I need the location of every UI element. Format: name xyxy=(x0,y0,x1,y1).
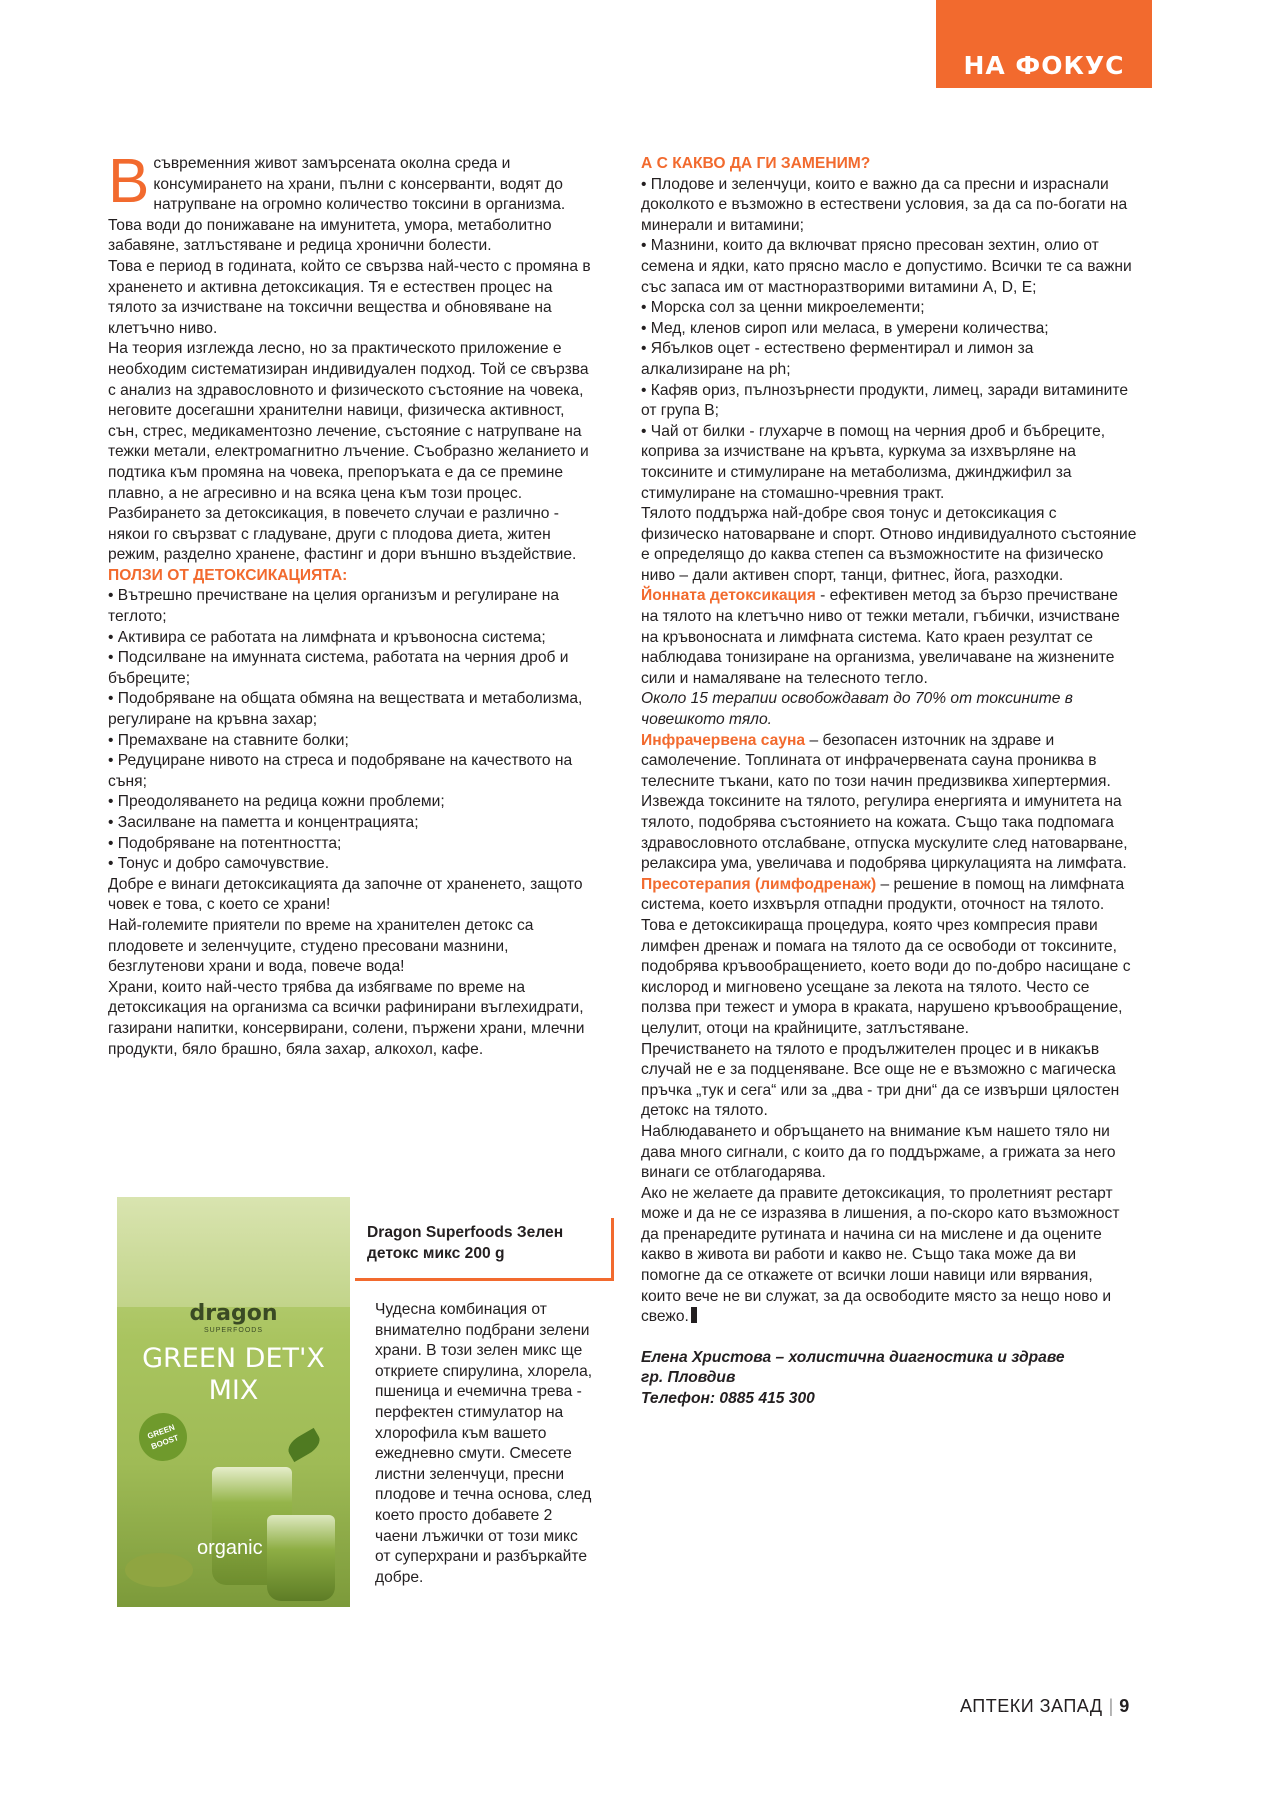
sauna-paragraph xyxy=(641,731,1137,875)
closing-paragraph xyxy=(641,1184,1137,1328)
list-item: • Редуциране нивото на стреса и подобряване на качеството на съня; xyxy=(108,751,598,792)
sauna-term: Инфрачервена сауна xyxy=(641,731,806,749)
list-item: • Ябълков оцет - естествено ферментирал и лимон за алкализиране на ph; xyxy=(641,339,1137,380)
paragraph: Разбирането за детоксикация, в повечето случаи е различно - някои го свързват с гладуване, други с плодова диета, житен режим, разделно хранене, фастинг и дори външно въздействие. xyxy=(108,505,577,564)
left-column xyxy=(108,147,598,1060)
list-item: • Тонус и добро самочувствие. xyxy=(108,854,598,875)
package-brand: dragon xyxy=(189,1301,278,1326)
publication-name: АПТЕКИ ЗАПАД xyxy=(960,1696,1103,1716)
package-top xyxy=(117,1197,350,1307)
dropcap: В xyxy=(108,147,150,216)
paragraph: Най-големите приятели по време на хранителен детокс са плодовете и зеленчуците, студено пресовани мазнини, безглутенови храни и вода, повече вода! xyxy=(108,916,534,976)
right-column xyxy=(641,154,1137,1410)
list-item: • Мед, кленов сироп или меласа, в умерени количества; xyxy=(641,319,1137,340)
closing-text: Ако не желаете да правите детоксикация, то пролетният рестарт може и да не се изразява в лишения, а по-скоро като възможност да пренаредите рутината и начина си на мислене и да оцените какво в живота ви работи и какво не. Също така може да ви помогне да се откажете от всички лоши навици или вярвания, които вече не ви служат, за да освободите място за нещо ново и свежо. xyxy=(641,1184,1120,1326)
author-name: Елена Христова – холистична диагностика и здраве xyxy=(641,1348,1065,1366)
author-city: гр. Пловдив xyxy=(641,1369,736,1387)
benefits-list xyxy=(108,586,598,874)
list-item: • Подобряване на общата обмяна на веществата и метаболизма, регулиране на кръвна захар; xyxy=(108,689,598,730)
replacements-list xyxy=(641,175,1137,505)
list-item: • Мазнини, които да включват прясно пресован зехтин, олио от семена и ядки, като прясно масло е допустимо. Всички те са важни със запаса им от мастноразтворими витамини А, D, E; xyxy=(641,236,1137,298)
list-item: • Преодоляването на редица кожни проблеми; xyxy=(108,792,598,813)
intro-text: съвременния живот замърсената околна среда и консумирането на храни, пълни с консерванти, водят до натрупване на огромно количество токсини в организма. Това води до понижаване на имунитета, умора, метаболитно забавяне, затлъстяване и редица хронични болести. xyxy=(108,155,566,255)
replace-heading: А С КАКВО ДА ГИ ЗАМЕНИМ? xyxy=(641,155,871,172)
list-item: • Премахване на ставните болки; xyxy=(108,731,598,752)
page-footer xyxy=(960,1696,1129,1717)
paragraph: Пречистването на тялото е продължителен процес и в никакъв случай не е за подценяване. Все още не е възможно с магическа пръчка „тук и сега“ или за „два - три дни“ да се извърши цялостен детокс на тялото. xyxy=(641,1040,1120,1120)
end-mark-icon xyxy=(691,1307,697,1323)
product-image xyxy=(117,1197,350,1607)
package-badge: GREEN BOOST xyxy=(132,1406,194,1468)
ion-paragraph xyxy=(641,586,1137,689)
package-title: GREEN DET'X MIX xyxy=(142,1343,325,1406)
author-phone: Телефон: 0885 415 300 xyxy=(641,1390,815,1408)
section-tab-label: НА ФОКУС xyxy=(963,51,1125,80)
list-item: • Кафяв ориз, пълнозърнести продукти, лимец, заради витамините от група В; xyxy=(641,381,1137,422)
ion-note: Около 15 терапии освобождават до 70% от токсините в човешкото тяло. xyxy=(641,690,1073,729)
powder-bowl-icon xyxy=(125,1553,193,1587)
list-item: • Вътрешно пречистване на целия организъм и регулиране на теглото; xyxy=(108,586,598,627)
package-organic-label: organic xyxy=(197,1537,263,1559)
product-caption-title: Dragon Superfoods Зелен детокс микс 200 g xyxy=(355,1218,614,1281)
paragraph: Наблюдаването и обръщането на внимание към нашето тяло ни дава много сигнали, с които да го поддържаме, а грижата за него винаги се отблагодарява. xyxy=(641,1122,1116,1182)
paragraph: Добре е винаги детоксикацията да започне от храненето, защото човек е това, с което се храни! xyxy=(108,875,583,914)
paragraph: На теория изглежда лесно, но за практическото приложение е необходим систематизиран индивидуален подход. Той се свързва с анализ на здравословното и физическото състояние на човека, неговите досегашни хранителни навици, физическа активност, сън, стрес, медикаментозно лечение, състояние с натрупване на тежки метали, електромагнитно лъчение. Съобразно желанието и подтика към промяна на човека, препоръката е да се премине плавно, а не агресивно и на всяка цена към този процес. xyxy=(108,340,589,502)
press-text: – решение в помощ на лимфната система, което изхвърля отпадни продукти, оточност на тялото. Това е детоксикираща процедура, която чрез компресия прави лимфен дренаж и помага на тялото да се освободи от токсините, подобрява кръвообращението, което води до по-добро насищане с кислород и мигновено усещане за лекота на тялото. Често се ползва при тежест и умора в краката, нарушено кръвообращение, целулит, отоци на крайниците, затлъстяване. xyxy=(641,875,1131,1037)
benefits-heading: ПОЛЗИ ОТ ДЕТОКСИКАЦИЯТА: xyxy=(108,566,348,584)
list-item: • Морска сол за ценни микроелементи; xyxy=(641,298,1137,319)
package-sub: SUPERFOODS xyxy=(203,1327,263,1334)
intro-paragraph xyxy=(108,147,598,257)
section-tab xyxy=(936,0,1152,88)
list-item: • Подобряване на потентността; xyxy=(108,834,598,855)
footer-divider: | xyxy=(1108,1696,1114,1716)
paragraph: Тялото поддържа най-добре своя тонус и детоксикация с физическо натоварване и спорт. Отново индивидуалното състояние е определящо до каква степен са възможностите на физическо ниво – дали активен спорт, танци, фитнес, йога, разходки. xyxy=(641,505,1137,584)
leaf-icon xyxy=(284,1428,323,1462)
list-item: • Плодове и зеленчуци, които е важно да са пресни и израснали доколкото е възможно в естествени условия, за да са по-богати на минерали и витамини; xyxy=(641,175,1137,237)
page-number: 9 xyxy=(1119,1696,1130,1716)
list-item: • Засилване на паметта и концентрацията; xyxy=(108,813,598,834)
list-item: • Подсилване на имунната система, работата на черния дроб и бъбреците; xyxy=(108,648,598,689)
ion-term: Йонната детоксикация xyxy=(641,587,816,605)
list-item: • Чай от билки - глухарче в помощ на черния дроб и бъбреците, коприва за изчистване на кръвта, куркума за изхвърляне на токсините и стимулиране на метаболизма, джинджифил за стимулиране на стомашно-чревния тракт. xyxy=(641,422,1137,504)
smoothie-glass-icon xyxy=(267,1515,335,1601)
author-block xyxy=(641,1348,1137,1410)
press-paragraph xyxy=(641,875,1137,1040)
paragraph: Това е период в годината, който се свързва най-често с промяна в храненето и активна детоксикация. Тя е естествен процес на тялото за изчистване на токсични вещества и обновяване на клетъчно ниво. xyxy=(108,257,591,337)
list-item: • Активира се работата на лимфната и кръвоносна система; xyxy=(108,628,598,649)
product-caption-text: Чудесна комбинация от внимателно подбрани зелени храни. В този зелен микс ще откриете спирулина, хлорела, пшеница и ечемична трева - перфектен стимулатор на хлорофила към вашето ежедневно смути. Смесете листни зеленчуци, пресни плодове и течна основа, след което просто добавете 2 чаени лъжички от този микс от суперхрани и разбъркайте добре. xyxy=(375,1301,593,1586)
press-term: Пресотерапия (лимфодренаж) xyxy=(641,875,877,893)
paragraph: Храни, които най-често трябва да избягваме по време на детоксикация на организма са всички рафинирани въглехидрати, газирани напитки, консервирани, солени, пържени храни, млечни продукти, бяло брашно, бяла захар, алкохол, кафе. xyxy=(108,978,585,1058)
sauna-text: – безопасен източник на здраве и самолечение. Топлината от инфрачервената сауна прониква в телесните тъкани, като по този начин предизвиква хипертермия. Извежда токсините на тялото, регулира енергията и имунитета на тялото, подобрява състоянието на кожата. Също така подпомага здравословното отслабване, отпуска мускулите след натоварване, релаксира ума, увеличава и подобрява циркулацията на лимфата. xyxy=(641,731,1128,873)
ion-text: - ефективен метод за бързо пречистване на тялото на клетъчно ниво от тежки метали, гъбички, изчистване на кръвоносната и лимфната система. Като краен резултат се наблюдава тонизиране на организма, увеличаване на жизнените сили и намаляване на телесното тегло. xyxy=(641,587,1120,687)
